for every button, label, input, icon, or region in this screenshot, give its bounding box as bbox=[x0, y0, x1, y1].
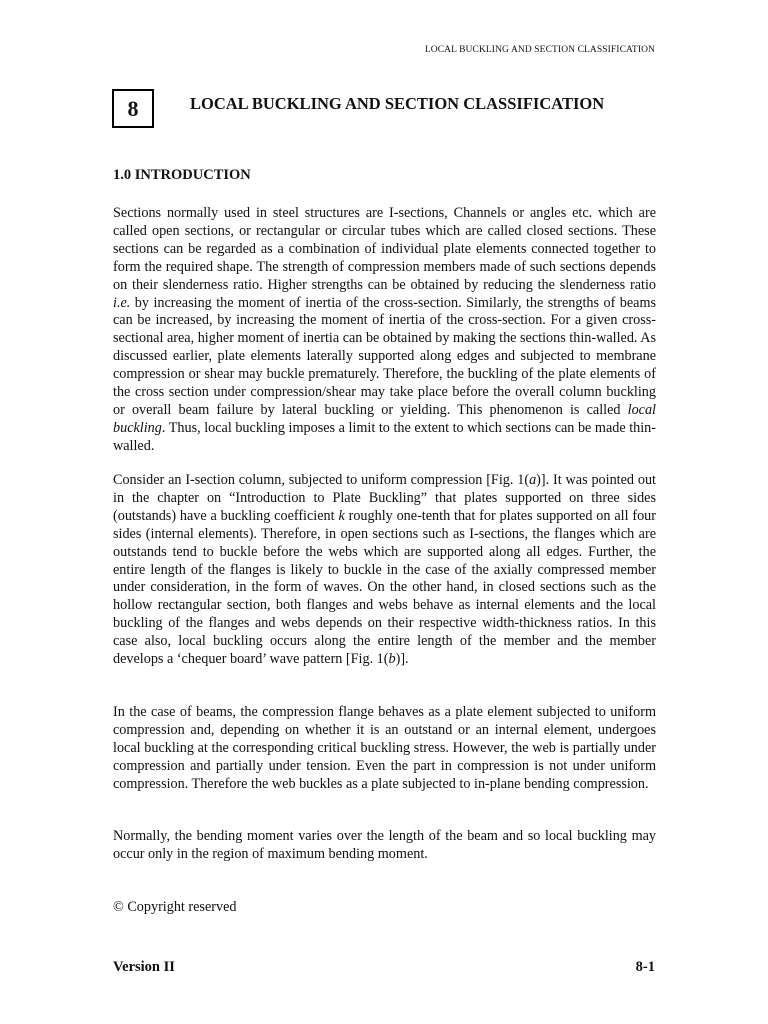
chapter-title: LOCAL BUCKLING AND SECTION CLASSIFICATION bbox=[190, 94, 605, 113]
paragraph-1-italic-ie: i.e. bbox=[113, 294, 131, 311]
paragraph-2-text: roughly one-tenth that for plates supported on all four sides (internal elements). Therefore, in open sections such as I-sections, the flanges which are outstands tend to buckle before the webs which are supported along all edges. Further, the entire length of the flanges is likely to buckle in the case of the axially compressed member under consideration, in the form of waves. On the other hand, in closed sections such as the hollow rectangular section, both flanges and webs behave as internal elements and the local buckling of the flanges and webs depends on their respective width-thickness ratios. In this case also, local buckling occurs along the entire length of the member and the member develops a ‘chequer board’ wave pattern [Fig. 1( bbox=[113, 507, 656, 668]
paragraph-3: In the case of beams, the compression flange behaves as a plate element subjected to uniform compression and, depending on whether it is an outstand or an internal element, undergoes local buckling at the corresponding critical buckling stress. However, the web is partially under compression and partially under tension. Even the part in compression is not under uniform compression. Therefore the web buckles as a plate subjected to in-plane bending compression. bbox=[113, 704, 656, 792]
paragraph-4: Normally, the bending moment varies over the length of the beam and so local buckling may occur only in the region of maximum bending moment. bbox=[113, 828, 656, 862]
paragraph-2-italic-a: a bbox=[529, 472, 537, 488]
paragraph-2-italic-k: k bbox=[338, 507, 345, 524]
paragraph-2-italic-b: b bbox=[388, 651, 396, 668]
paragraph-2-text: )]. It was pointed out in the chapter on “Introduction to Plate Buckling” that plates supported on three sides (outstands) have a buckling coefficient bbox=[113, 472, 656, 524]
running-header: LOCAL BUCKLING AND SECTION CLASSIFICATION bbox=[424, 45, 655, 55]
paragraph-2 bbox=[113, 472, 656, 669]
paragraph-1-text: Sections normally used in steel structures are I-sections, Channels or angles etc. which are called open sections, or rectangular or circular tubes which are called closed sections. These sections can be regarded as a combination of individual plate elements connected together to form the required shape. The strength of compression members made of such sections depends on their slenderness ratio. Higher strengths can be obtained by reducing the slenderness ratio bbox=[113, 205, 656, 293]
paragraph-1-text: . Thus, local buckling imposes a limit to the extent to which sections can be made thin-walled. bbox=[113, 419, 656, 454]
footer-version: Version II bbox=[113, 959, 175, 975]
chapter-number-box bbox=[112, 89, 154, 128]
footer-page-number: 8-1 bbox=[635, 959, 655, 975]
paragraph-2-text: )]. bbox=[395, 651, 409, 668]
copyright-notice: © Copyright reserved bbox=[113, 899, 237, 915]
paragraph-2-text: Consider an I-section column, subjected to uniform compression [Fig. 1( bbox=[113, 472, 530, 488]
section-heading: 1.0 INTRODUCTION bbox=[113, 167, 251, 183]
paragraph-1-italic-term: local buckling bbox=[113, 401, 656, 436]
paragraph-1 bbox=[113, 205, 656, 456]
chapter-number: 8 bbox=[127, 95, 139, 121]
paragraph-1-text: by increasing the moment of inertia of the cross-section. Similarly, the strengths of beams can be increased, by increasing the moment of inertia of the cross-section. For a given cross-sectional area, higher moment of inertia can be obtained by making the sections thin-walled. As discussed earlier, plate elements laterally supported along edges and subjected to membrane compression or shear may buckle prematurely. Therefore, the buckling of the plate elements of the cross section under compression/shear may take place before the overall column buckling or overall beam failure by lateral buckling or yielding. This phenomenon is called bbox=[113, 294, 656, 418]
